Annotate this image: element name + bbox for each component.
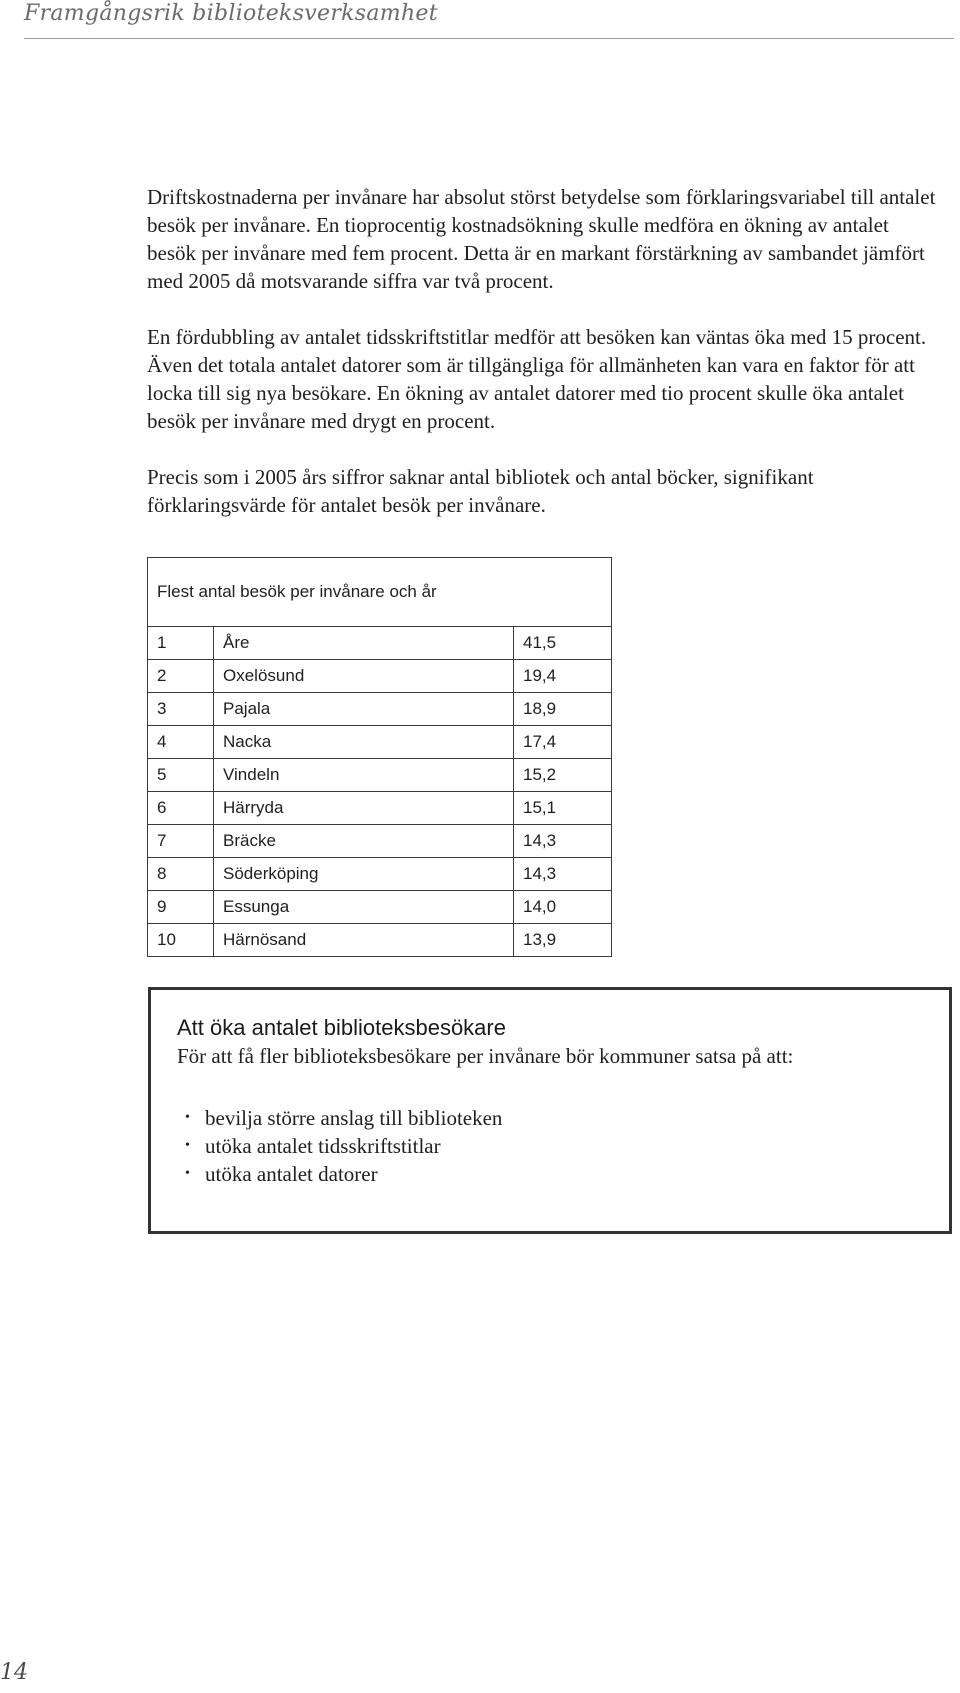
list-item	[177, 1104, 929, 1132]
municipality-cell: Härnösand	[214, 924, 514, 957]
recommendation-title: Att öka antalet biblioteksbesökare	[177, 1015, 506, 1040]
table-row	[148, 792, 612, 825]
rank-cell: 4	[148, 726, 214, 759]
table-title: Flest antal besök per invånare och år	[148, 558, 612, 627]
bullet-icon: •	[185, 1166, 190, 1181]
page-number: 14	[0, 1660, 28, 1685]
table-row	[148, 891, 612, 924]
value-cell: 15,2	[514, 759, 612, 792]
municipality-cell: Härryda	[214, 792, 514, 825]
paragraph: Precis som i 2005 års siffror saknar antal bibliotek och antal böcker, signifikant förklaringsvärde för antalet besök per invånare.	[147, 465, 814, 517]
value-cell: 17,4	[514, 726, 612, 759]
recommendation-list	[177, 1104, 929, 1188]
table-row	[148, 858, 612, 891]
recommendation-box	[148, 987, 952, 1234]
rank-cell: 10	[148, 924, 214, 957]
value-cell: 13,9	[514, 924, 612, 957]
recommendation-intro: För att få fler biblioteksbesökare per invånare bör kommuner satsa på att:	[177, 1044, 794, 1068]
body-text	[147, 183, 937, 547]
rank-cell: 8	[148, 858, 214, 891]
municipality-cell: Bräcke	[214, 825, 514, 858]
table-row	[148, 924, 612, 957]
municipality-cell: Söderköping	[214, 858, 514, 891]
rank-cell: 7	[148, 825, 214, 858]
paragraph: En fördubbling av antalet tidsskriftstitlar medför att besöken kan väntas öka med 15 procent. Även det totala antalet datorer som är tillgängliga för allmänheten kan vara en faktor för att locka till sig nya besökare. En ökning av antalet datorer med tio procent skulle öka antalet besök per invånare med drygt en procent.	[147, 325, 927, 433]
rank-cell: 9	[148, 891, 214, 924]
table-row	[148, 759, 612, 792]
value-cell: 15,1	[514, 792, 612, 825]
municipality-cell: Vindeln	[214, 759, 514, 792]
visits-ranking-table	[147, 557, 612, 957]
table-row	[148, 726, 612, 759]
running-header	[24, 0, 954, 39]
paragraph: Driftskostnaderna per invånare har absolut störst betydelse som förklaringsvariabel till antalet besök per invånare. En tioprocentig kostnadsökning skulle medföra en ökning av antalet besök per invånare med fem procent. Detta är en markant förstärkning av sambandet jämfört med 2005 då motsvarande siffra var två procent.	[147, 185, 936, 293]
rank-cell: 5	[148, 759, 214, 792]
bullet-icon: •	[185, 1110, 190, 1125]
municipality-cell: Nacka	[214, 726, 514, 759]
municipality-cell: Essunga	[214, 891, 514, 924]
value-cell: 19,4	[514, 660, 612, 693]
municipality-cell: Åre	[214, 627, 514, 660]
value-cell: 14,3	[514, 858, 612, 891]
table-row	[148, 660, 612, 693]
list-item	[177, 1160, 929, 1188]
list-item-text: bevilja större anslag till biblioteken	[205, 1106, 503, 1130]
rank-cell: 2	[148, 660, 214, 693]
municipality-cell: Pajala	[214, 693, 514, 726]
bullet-icon: •	[185, 1138, 190, 1153]
table-row	[148, 825, 612, 858]
rank-cell: 3	[148, 693, 214, 726]
table-caption-row	[148, 558, 612, 627]
value-cell: 41,5	[514, 627, 612, 660]
value-cell: 14,3	[514, 825, 612, 858]
value-cell: 14,0	[514, 891, 612, 924]
list-item	[177, 1132, 929, 1160]
municipality-cell: Oxelösund	[214, 660, 514, 693]
rank-cell: 1	[148, 627, 214, 660]
list-item-text: utöka antalet tidsskriftstitlar	[205, 1134, 441, 1158]
running-header-title: Framgångsrik biblioteksverksamhet	[24, 1, 438, 26]
rank-cell: 6	[148, 792, 214, 825]
value-cell: 18,9	[514, 693, 612, 726]
table-row	[148, 693, 612, 726]
table-row	[148, 627, 612, 660]
list-item-text: utöka antalet datorer	[205, 1162, 378, 1186]
